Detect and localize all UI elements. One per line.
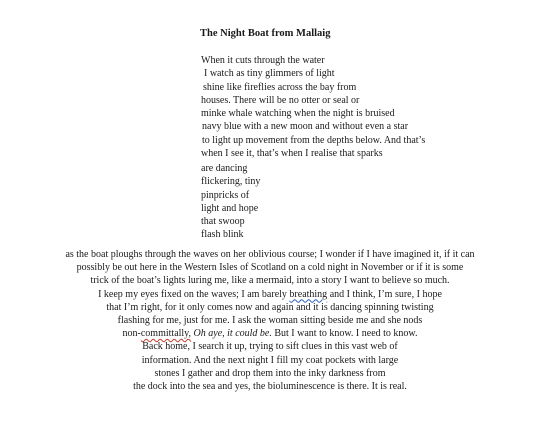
prose-line: trick of the boat’s lights luring me, like a mermaid, into a story I want to believe so much. [90, 275, 450, 287]
prose-text: and I think, I’m sure, I hope [329, 288, 442, 300]
prose-line: that I’m right, for it only comes now and again and it is dancing spinning twisting [106, 301, 434, 313]
poem-line: shine like fireflies across the bay from [203, 81, 357, 93]
poem-line: flash blink [201, 229, 244, 241]
poem-stanza-1 [201, 54, 425, 160]
prose-paragraph [0, 248, 540, 393]
poem-line: light and hope [201, 202, 259, 214]
poem-line: navy blue with a new moon and without even a star [202, 121, 409, 133]
prose-line: stones I gather and drop them into the inky darkness from [154, 367, 386, 379]
prose-text: non- [122, 328, 141, 340]
italic-quote: Oh aye, it could be. [193, 328, 272, 340]
poem-line: pinpricks of [201, 189, 250, 201]
grammar-flagged-word[interactable]: breathing [289, 288, 328, 300]
poem-line: houses. There will be no otter or seal or [201, 94, 360, 106]
poem-line: flickering, tiny [201, 176, 261, 188]
prose-line: flashing for me, just for me. I ask the woman sitting beside me and she nods [117, 315, 423, 327]
prose-line: as the boat ploughs through the waves on her oblivious course; I wonder if I have imagined it, if it can [65, 249, 475, 260]
poem-line: that swoop [201, 216, 245, 228]
poem-line: minke whale watching when the night is bruised [201, 108, 395, 120]
poem-line: are dancing [201, 163, 248, 174]
poem-line: to light up movement from the depths below. And that’s [202, 134, 426, 146]
poem-stanza-2 [201, 162, 260, 242]
prose-text: But I want to know. I need to know. [274, 328, 418, 340]
prose-line: information. And the next night I fill my coat pockets with large [141, 354, 399, 366]
poem-title: The Night Boat from Mallaig [200, 28, 331, 39]
prose-line: Back home, I search it up, trying to sift clues in this vast web of [142, 341, 398, 353]
prose-text: I keep my eyes fixed on the waves; I am barely [98, 288, 287, 300]
spelling-flagged-word[interactable]: committally, [140, 328, 192, 340]
prose-line [0, 327, 540, 340]
poem-line: When it cuts through the water [201, 55, 325, 66]
prose-line [0, 288, 540, 301]
prose-line: possibly be out here in the Western Isles of Scotland on a cold night in November or if it is some [76, 262, 464, 274]
prose-line: the dock into the sea and yes, the bioluminescence is there. It is real. [133, 381, 407, 393]
poem-line: when I see it, that’s when I realise that sparks [201, 148, 383, 160]
poem-line: I watch as tiny glimmers of light [204, 68, 335, 80]
